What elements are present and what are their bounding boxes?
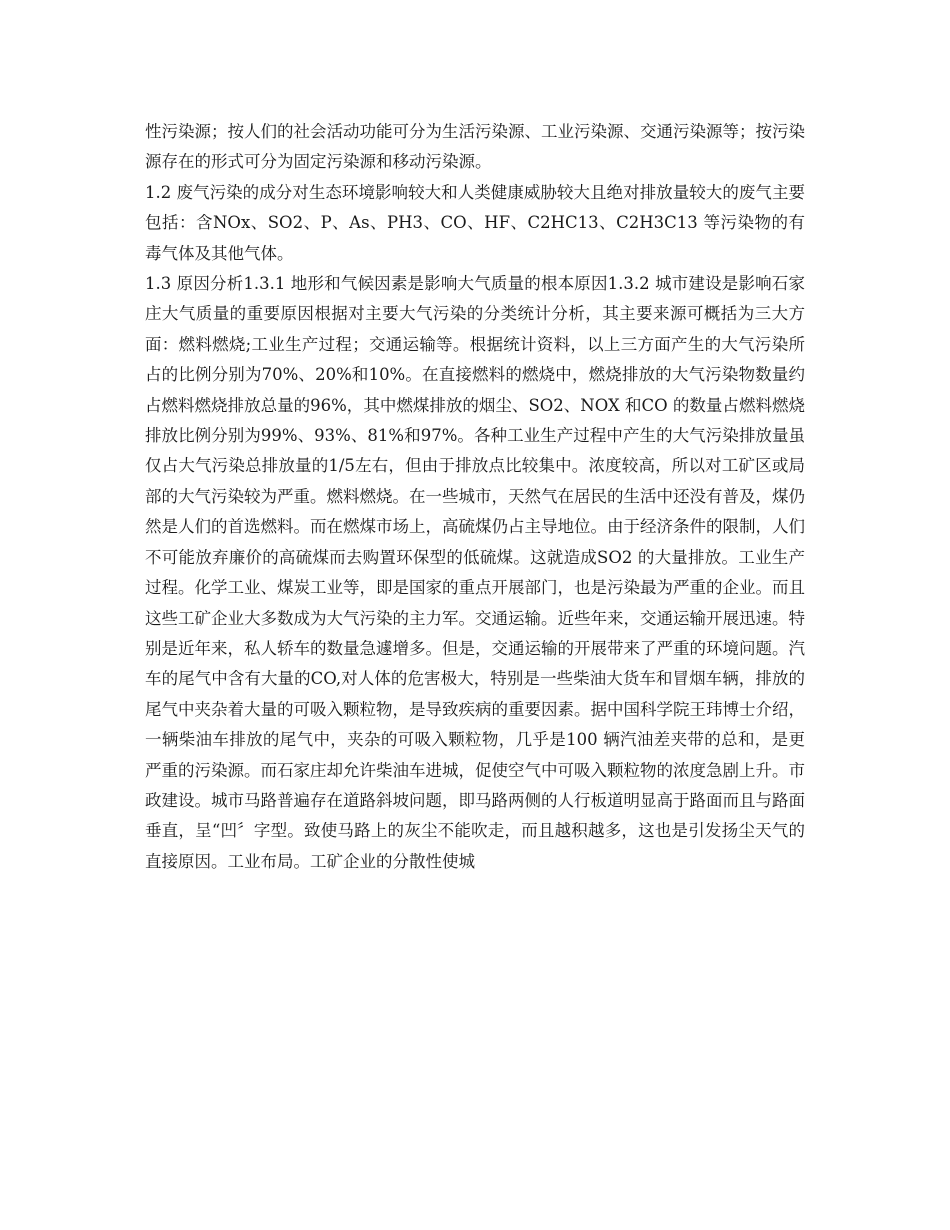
paragraph-pollution-source-classification: 性污染源；按人们的社会活动功能可分为生活污染源、工业污染源、交通污染源等；按污染源存在的形式可分为固定污染源和移动污染源。 <box>145 122 805 172</box>
paragraph-cause-analysis: 1.3 原因分析1.3.1 地形和气候因素是影响大气质量的根本原因1.3.2 城市建设是影响石家庄大气质量的重要原因根据对主要大气污染的分类统计分析，其主要来源可概括为三大方面：燃料燃烧;工业生产过程；交通运输等。根据统计资料，以上三方面产生的大气污染所占的比例分别为70%、20%和10%。在直接燃料的燃烧中，燃烧排放的大气污染物数量约占燃料燃烧排放总量的96%，其中燃煤排放的烟尘、SO2、NOX 和CO 的数量占燃料燃烧排放比例分别为99%、93%、81%和97%。各种工业生产过程中产生的大气污染排放量虽仅占大气污染总排放量的1/5左右，但由于排放点比较集中。浓度较高，所以对工矿区或局部的大气污染较为严重。燃料燃烧。在一些城市，天然气在居民的生活中还没有普及，煤仍然是人们的首选燃料。而在燃煤市场上，高硫煤仍占主导地位。由于经济条件的限制，人们不可能放弃廉价的高硫煤而去购置环保型的低硫煤。这就造成SO2 的大量排放。工业生产过程。化学工业、煤炭工业等，即是国家的重点开展部门，也是污染最为严重的企业。而且这些工矿企业大多数成为大气污染的主力军。交通运输。近些年来，交通运输开展迅速。特别是近年来，私人轿车的数量急遽增多。但是，交通运输的开展带来了严重的环境问题。汽车的尾气中含有大量的CO,对人体的危害极大，特别是一些柴油大货车和冒烟车辆，排放的尾气中夹杂着大量的可吸入颗粒物，是导致疾病的重要因素。据中国科学院王玮博士介绍，一辆柴油车排放的尾气中，夹杂的可吸入颗粒物，几乎是100 辆汽油差夹带的总和，是更严重的污染源。而石家庄却允许柴油车进城，促使空气中可吸入颗粒物的浓度急剧上升。市政建设。城市马路普遍存在道路斜坡问题，即马路两侧的人行板道明显高于路面而且与路面垂直，呈“凹〞字型。致使马路上的灰尘不能吹走，而且越积越多，这也是引发扬尘天气的直接原因。工业布局。工矿企业的分散性使城 <box>145 274 805 871</box>
paragraph-waste-gas-components: 1.2 废气污染的成分对生态环境影响较大和人类健康威胁较大且绝对排放量较大的废气主要包括：含NOx、SO2、P、As、PH3、CO、HF、C2HC13、C2H3C13 等污染物的有毒气体及其他气体。 <box>145 182 805 263</box>
document-body <box>145 117 805 877</box>
